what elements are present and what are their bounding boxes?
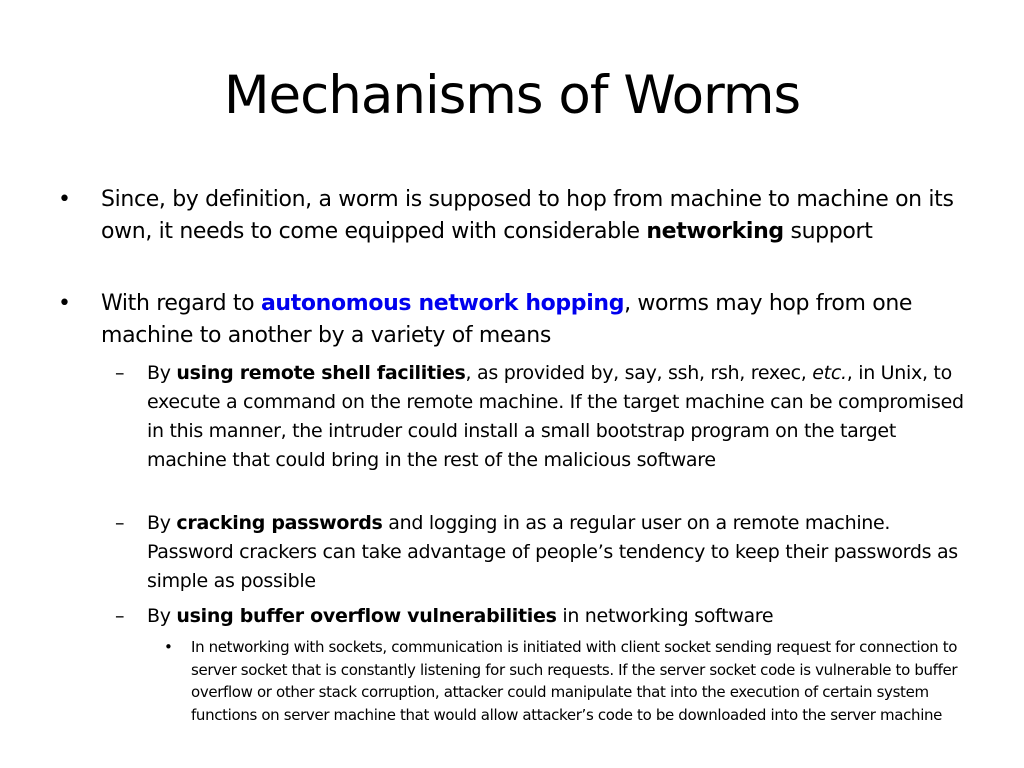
bullet-marker: • bbox=[58, 187, 71, 212]
bullet-networking-support bbox=[58, 184, 971, 248]
subsubbullet-sockets bbox=[164, 636, 991, 726]
subbullet-remote-shell bbox=[115, 359, 977, 475]
bullet-marker: • bbox=[58, 291, 71, 316]
slide-title: Mechanisms of Worms bbox=[223, 65, 801, 126]
highlight-term-autonomous-network-hopping: autonomous network hopping bbox=[260, 291, 625, 316]
subbullet-text-mid: , as provided by, say, ssh, rsh, rexec, bbox=[465, 362, 813, 384]
bullet-text: Since, by definition, a worm is supposed to hop from machine to machine on its own, it needs to come equipped with considerable bbox=[101, 187, 954, 244]
subbullet-text: By bbox=[147, 512, 177, 534]
dash-marker: – bbox=[115, 362, 125, 384]
bold-term-buffer-overflow: using buffer overflow vulnerabilities bbox=[176, 605, 557, 627]
bold-term-networking: networking bbox=[646, 219, 784, 244]
bullet-text-end: , worms may hop from one machine to another by a variety of means bbox=[101, 291, 913, 348]
subbullet-text-end: , in Unix, to execute a command on the remote machine. If the target machine can be compromised in this manner, the intruder could install a small bootstrap program on the target machine that could bring in the rest of the malicious software bbox=[147, 362, 964, 471]
subbullet-cracking-passwords bbox=[115, 509, 977, 596]
bullet-text-end: support bbox=[783, 219, 873, 244]
subbullet-text-end: and logging in as a regular user on a remote machine. Password crackers can take advantage of people’s tendency to keep their passwords as simple as possible bbox=[147, 512, 958, 592]
bold-term-remote-shell: using remote shell facilities bbox=[176, 362, 466, 384]
bullet-text: With regard to bbox=[101, 291, 261, 316]
bullet-autonomous-hopping bbox=[58, 288, 971, 352]
subsubbullet-text: In networking with sockets, communication is initiated with client socket sending request for connection to server socket that is constantly listening for such requests. If the server socket code is vulnerable to buffer overflow or other stack corruption, attacker could manipulate that into the execution of certain system functions on server machine that would allow attacker’s code to be downloaded into the server machine bbox=[191, 638, 958, 724]
dash-marker: – bbox=[115, 512, 125, 534]
italic-etc: etc. bbox=[812, 362, 847, 384]
small-bullet-marker: • bbox=[164, 638, 173, 656]
subbullet-text-end: in networking software bbox=[556, 605, 774, 627]
subbullet-buffer-overflow bbox=[115, 602, 977, 631]
bold-term-cracking-passwords: cracking passwords bbox=[176, 512, 383, 534]
dash-marker: – bbox=[115, 605, 125, 627]
subbullet-text: By bbox=[147, 362, 177, 384]
subbullet-text: By bbox=[147, 605, 177, 627]
